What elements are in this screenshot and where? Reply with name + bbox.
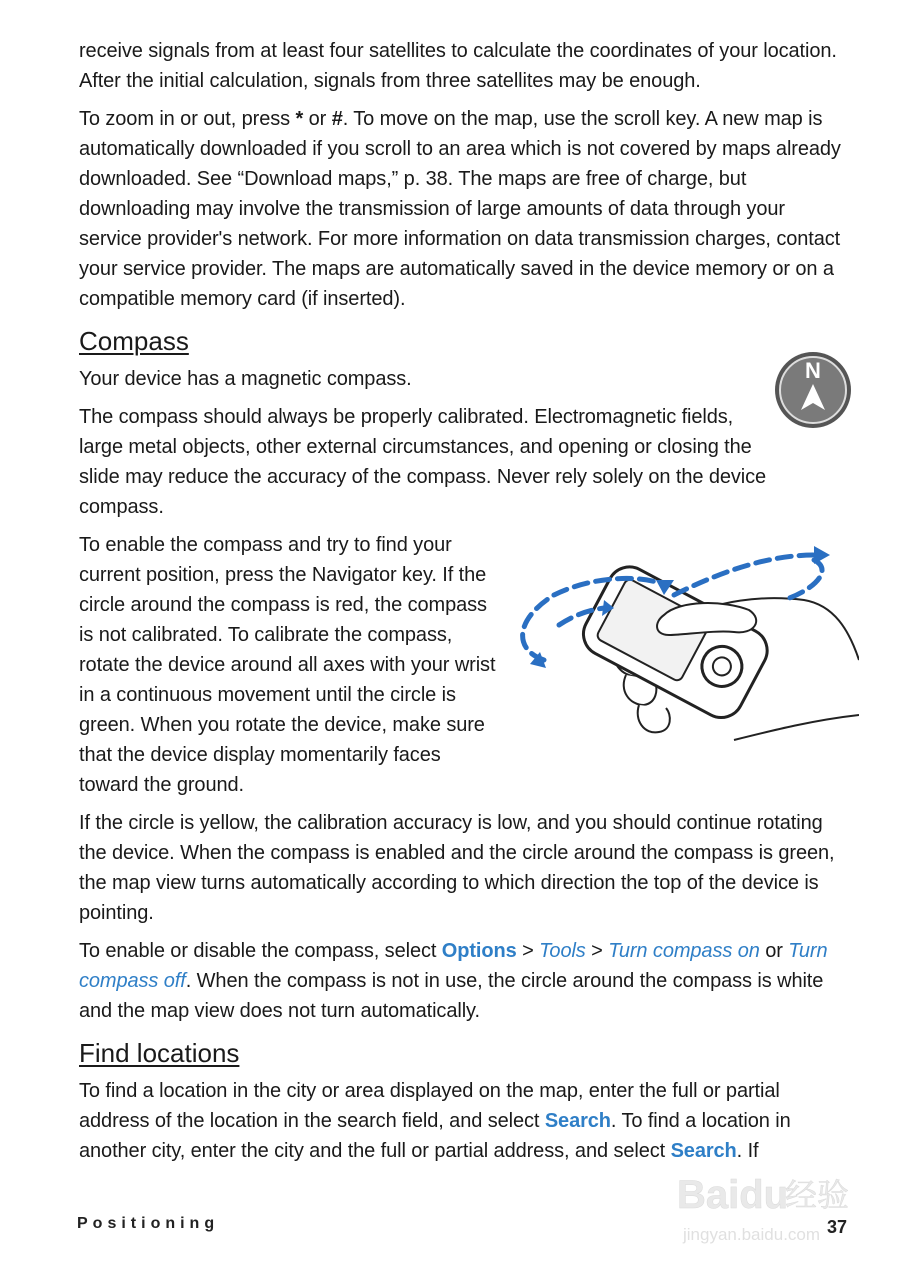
footer-section-name: Positioning [77,1215,220,1232]
find-locations-heading: Find locations [79,1038,240,1068]
svg-text:jingyan.baidu.com: jingyan.baidu.com [683,1225,821,1244]
compass-icon [773,350,853,430]
svg-text:N: N [805,358,821,383]
compass-paragraph-1: Your device has a magnetic compass. [79,368,412,390]
svg-text:Baidu: Baidu [677,1173,789,1217]
intro-paragraph-2: To zoom in or out, press * or #. To move on the map, use the scroll key. A new map is automatically downloaded if you scroll to an area which is not covered by maps already downloaded. See “Download maps,” p. 38. The maps are free of charge, but downloading may involve the transmission of large amounts of data through your service provider's network. For more information on data transmission charges, contact your service provider. The maps are automatically saved in the device memory or on a compatible memory card (if inserted). [79,108,841,310]
search-link-2[interactable]: Search [670,1140,737,1162]
turn-compass-on-link[interactable]: Turn compass on [608,940,760,962]
compass-paragraph-5: To enable or disable the compass, select Options > Tools > Turn compass on or Turn compass off. When the compass is not in use, the circle around the compass is white and the map view does not turn automatically. [79,940,828,1022]
svg-text:经验: 经验 [785,1176,850,1214]
star-key: * [295,108,304,130]
page-number: 37 [826,1217,847,1237]
hash-key: # [331,108,343,130]
compass-paragraph-3: To enable the compass and try to find your current position, press the Navigator key. If the circle around the compass is red, the compass is not calibrated. To calibrate the compass, rotate the device around all axes with your wrist in a continuous movement until the circle is green. When you rotate the device, make sure that the device display momentarily faces toward the ground. [79,534,496,796]
turn-compass-off-link[interactable]: Turn compass off [79,940,828,992]
page-content [79,36,849,1174]
intro-paragraph-1: receive signals from at least four satellites to calculate the coordinates of your location. After the initial calculation, signals from three satellites may be enough. [79,40,837,92]
baidu-watermark [667,1160,867,1250]
search-link-1[interactable]: Search [544,1110,611,1132]
compass-heading: Compass [79,326,189,356]
tools-menu-link[interactable]: Tools [539,940,586,962]
compass-paragraph-4: If the circle is yellow, the calibration accuracy is low, and you should continue rotating the device. When the compass is enabled and the circle around the compass is green, the map view turns automatically according to which direction the top of the device is pointing. [79,812,835,924]
find-paragraph-1: To find a location in the city or area displayed on the map, enter the full or partial address of the location in the search field, and select Search. To find a location in another city, enter the city and the full or partial address, and select Search. If [79,1080,791,1162]
calibration-illustration [514,540,859,750]
options-menu-link[interactable]: Options [441,940,517,962]
compass-paragraph-2: The compass should always be properly calibrated. Electromagnetic fields, large metal objects, other external circumstances, and opening or closing the slide may reduce the accuracy of the compass. Never rely solely on the device compass. [79,406,767,518]
